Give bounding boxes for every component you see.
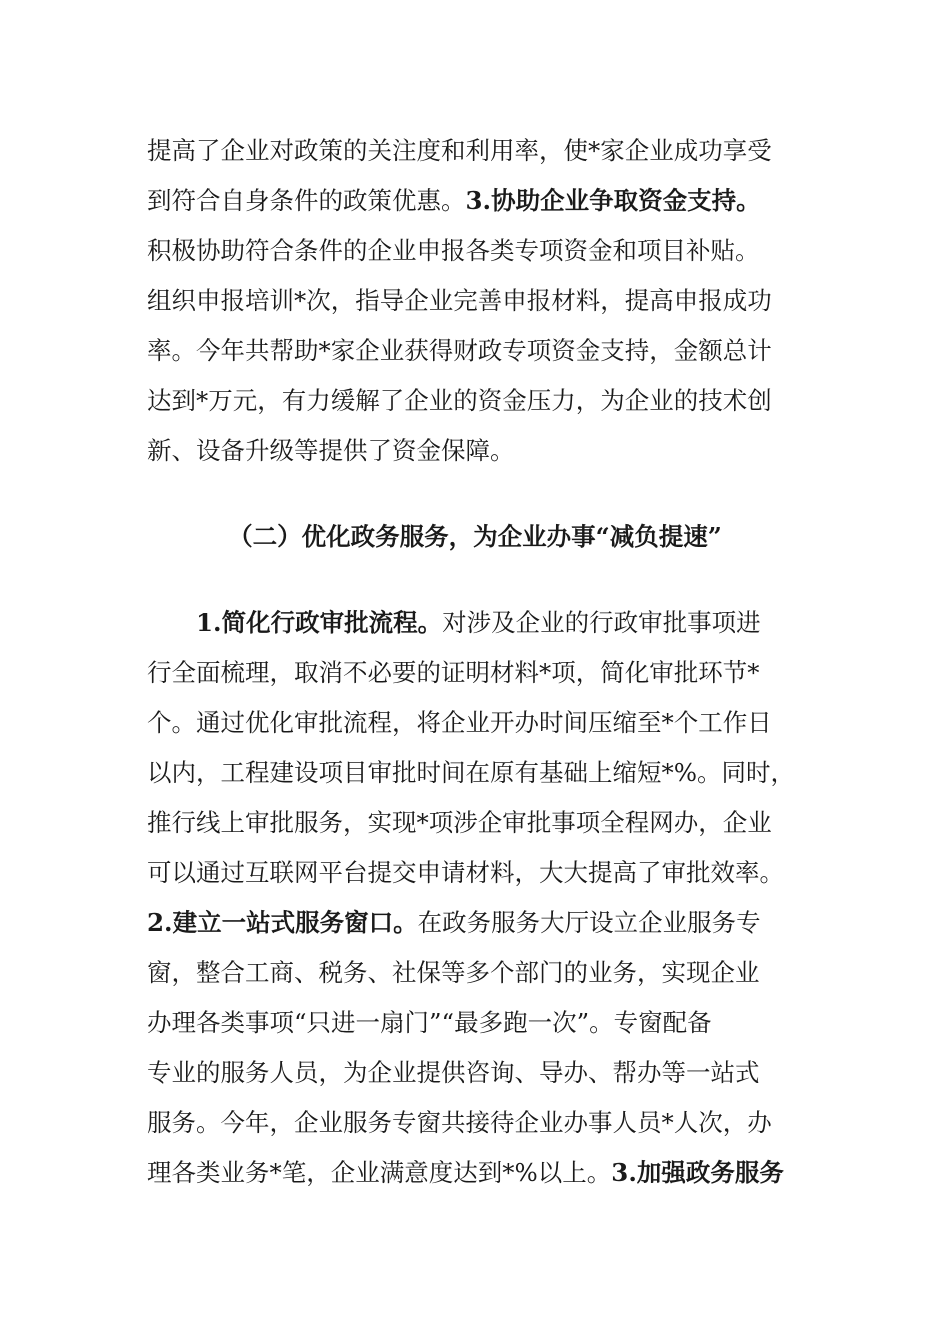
- paragraph-line: [147, 276, 807, 326]
- paragraph-line: [147, 698, 807, 748]
- paragraph-line: [147, 848, 807, 898]
- subheading-run: 3.协助企业争取资金支持。: [465, 186, 761, 215]
- text-run: 理各类业务*笔，企业满意度达到*%以上。: [147, 1158, 612, 1187]
- paragraph-line: [147, 126, 807, 176]
- text-run: 个。通过优化审批流程，将企业开办时间压缩至*个工作日: [147, 708, 772, 737]
- text-run: 到符合自身条件的政策优惠。: [147, 186, 466, 215]
- paragraph-line: [147, 898, 807, 948]
- text-run: 组织申报培训*次，指导企业完善申报材料，提高申报成功: [147, 286, 772, 315]
- paragraph-line: [147, 226, 807, 276]
- text-run: 可以通过互联网平台提交申请材料，大大提高了审批效率。: [147, 858, 784, 887]
- text-run: 服务。今年，企业服务专窗共接待企业办事人员*人次，办: [147, 1108, 772, 1137]
- paragraph-line: [147, 1048, 807, 1098]
- paragraph-line: [147, 376, 807, 426]
- text-run: 对涉及企业的行政审批事项进: [442, 608, 761, 637]
- paragraph-line: [147, 998, 807, 1048]
- section-heading: （二）优化政务服务，为企业办事“减负提速”: [228, 522, 722, 551]
- text-run: 办理各类事项“只进一扇门”“最多跑一次”。专窗配备: [147, 1008, 712, 1037]
- text-run: 推行线上审批服务，实现*项涉企审批事项全程网办，企业: [147, 808, 772, 837]
- text-run: 专业的服务人员，为企业提供咨询、导办、帮办等一站式: [147, 1058, 760, 1087]
- paragraph-line: [147, 648, 807, 698]
- text-run: 在政务服务大厅设立企业服务专: [417, 908, 761, 937]
- text-run: 以内，工程建设项目审批时间在原有基础上缩短*%。同时，: [147, 758, 796, 787]
- text-run: 窗，整合工商、税务、社保等多个部门的业务，实现企业: [147, 958, 760, 987]
- text-run: 提高了企业对政策的关注度和利用率，使*家企业成功享受: [147, 136, 772, 165]
- paragraph-line: [196, 598, 856, 648]
- paragraph-line: [147, 1148, 807, 1198]
- subheading-run: 1.简化行政审批流程。: [196, 608, 443, 637]
- paragraph-line: [147, 948, 807, 998]
- text-run: 达到*万元，有力缓解了企业的资金压力，为企业的技术创: [147, 386, 772, 415]
- text-run: 积极协助符合条件的企业申报各类专项资金和项目补贴。: [147, 236, 760, 265]
- text-run: 行全面梳理，取消不必要的证明材料*项，简化审批环节*: [147, 658, 760, 687]
- paragraph-line: [147, 326, 807, 376]
- text-run: 率。今年共帮助*家企业获得财政专项资金支持，金额总计: [147, 336, 772, 365]
- paragraph-line: [147, 426, 807, 476]
- subheading-run: 2.建立一站式服务窗口。: [147, 908, 418, 937]
- text-run: 新、设备升级等提供了资金保障。: [147, 436, 515, 465]
- paragraph-line: [147, 176, 807, 226]
- subheading-run: 3.加强政务服务: [611, 1158, 784, 1187]
- paragraph-line: [147, 798, 807, 848]
- paragraph-line: [147, 748, 807, 798]
- paragraph-line: [147, 1098, 807, 1148]
